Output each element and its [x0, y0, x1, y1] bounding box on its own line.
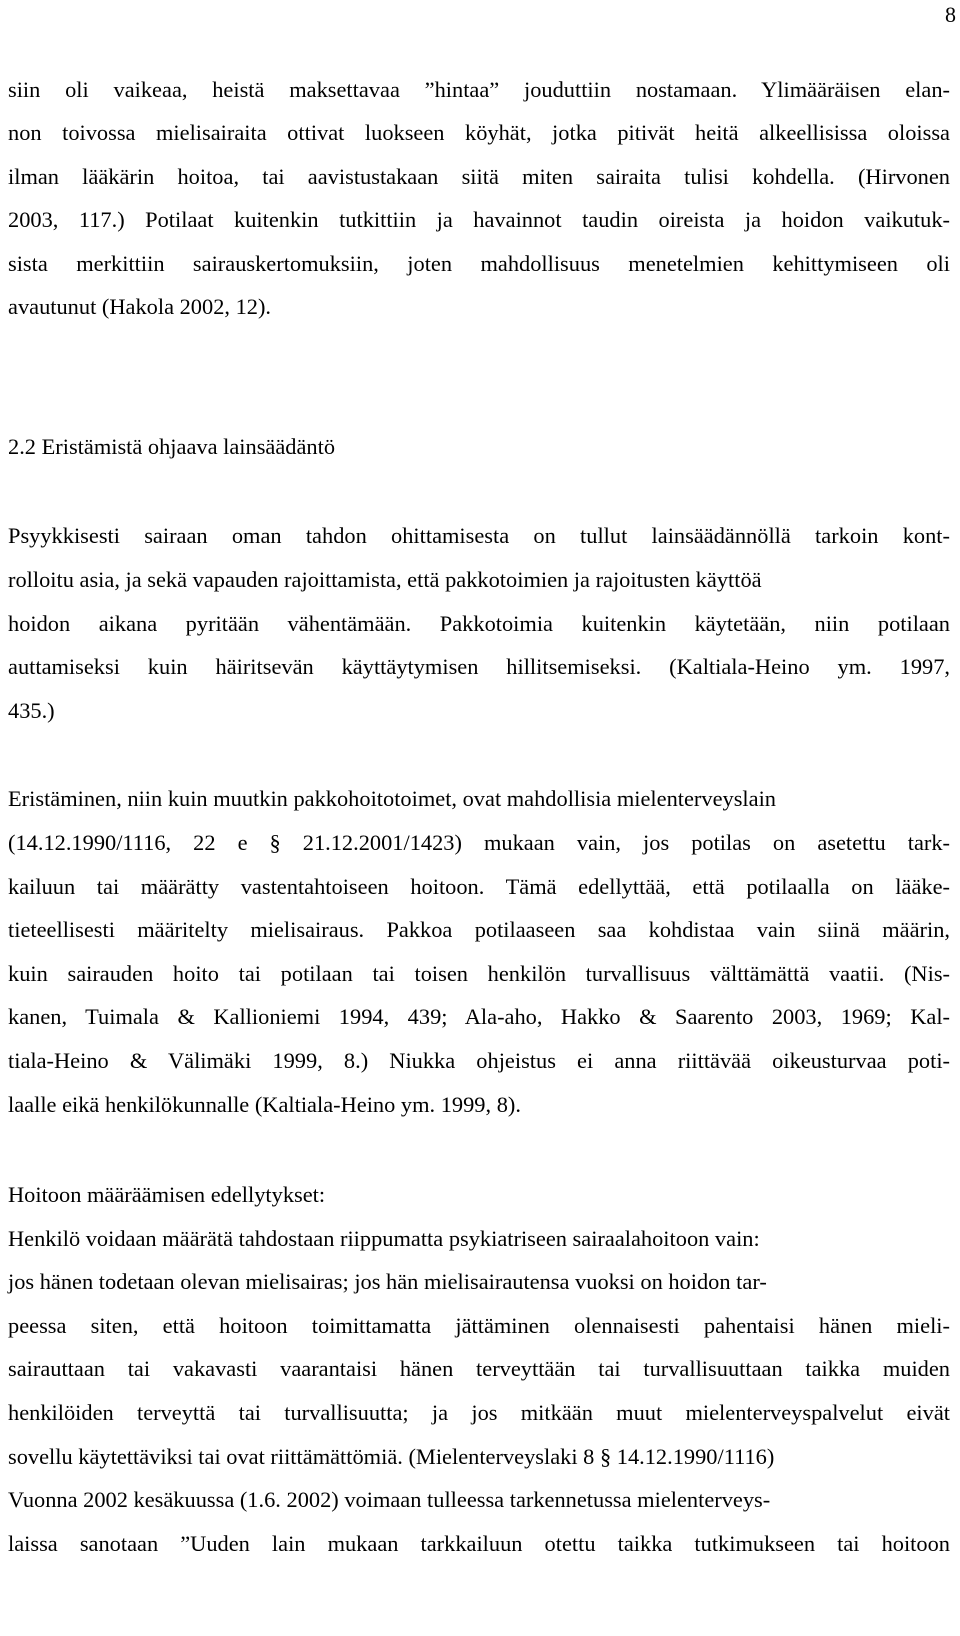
text-line: laalle eikä henkilökunnalle (Kaltiala-Heino ym. 1999, 8). — [8, 1092, 521, 1117]
text-line: henkilöiden terveyttä tai turvallisuutta; ja jos mitkään muut mielenterveyspalvelut eivät — [8, 1400, 950, 1425]
text-line: non toivossa mielisairaita ottivat luokseen köyhät, jotka pitivät heitä alkeellisissa oloissa — [8, 120, 950, 145]
text-line: Henkilö voidaan määrätä tahdostaan riippumatta psykiatriseen sairaalahoitoon vain: — [8, 1226, 760, 1251]
text-line: ilman lääkärin hoitoa, tai aavistustakaan siitä miten sairaita tulisi kohdella. (Hirvonen — [8, 164, 950, 189]
subheading: Hoitoon määräämisen edellytykset: — [8, 1182, 326, 1207]
text-line: avautunut (Hakola 2002, 12). — [8, 294, 272, 319]
text-line: siin oli vaikeaa, heistä maksettavaa ”hintaa” jouduttiin nostamaan. Ylimääräisen elan- — [8, 77, 950, 102]
text-line: sovellu käytettäviksi tai ovat riittämättömiä. (Mielenterveyslaki 8 § 14.12.1990/1116) — [8, 1444, 775, 1469]
text-line: 2003, 117.) Potilaat kuitenkin tutkittiin ja havainnot taudin oireista ja hoidon vaikutuk- — [8, 207, 950, 232]
text-line: sairauttaan tai vakavasti vaarantaisi hänen terveyttään tai turvallisuuttaan taikka muiden — [8, 1356, 950, 1381]
section-heading: 2.2 Eristämistä ohjaava lainsäädäntö — [8, 434, 336, 459]
text-line: kailuun tai määrätty vastentahtoiseen hoitoon. Tämä edellyttää, että potilaalla on lääke- — [8, 874, 950, 899]
page-number: 8 — [945, 2, 956, 27]
text-line: tiala-Heino & Välimäki 1999, 8.) Niukka ohjeistus ei anna riittävää oikeusturvaa poti- — [8, 1048, 950, 1073]
text-line: sista merkittiin sairauskertomuksiin, joten mahdollisuus menetelmien kehittymiseen oli — [8, 251, 950, 276]
text-line: Vuonna 2002 kesäkuussa (1.6. 2002) voimaan tulleessa tarkennetussa mielenterveys- — [8, 1487, 771, 1512]
text-line: laissa sanotaan ”Uuden lain mukaan tarkkailuun otettu taikka tutkimukseen tai hoitoon — [8, 1531, 950, 1556]
text-line: Psyykkisesti sairaan oman tahdon ohittamisesta on tullut lainsäädännöllä tarkoin kont- — [8, 523, 950, 548]
text-line: peessa siten, että hoitoon toimittamatta jättäminen olennaisesti pahentaisi hänen mieli- — [8, 1313, 950, 1338]
text-line: auttamiseksi kuin häiritsevän käyttäytymisen hillitsemiseksi. (Kaltiala-Heino ym. 1997, — [8, 654, 950, 679]
text-line: jos hänen todetaan olevan mielisairas; jos hän mielisairautensa vuoksi on hoidon tar- — [8, 1269, 767, 1294]
text-line: rolloitu asia, ja sekä vapauden rajoittamista, että pakkotoimien ja rajoitusten käyttöä — [8, 567, 762, 592]
text-line: Eristäminen, niin kuin muutkin pakkohoitotoimet, ovat mahdollisia mielenterveyslain — [8, 786, 776, 811]
text-line: kuin sairauden hoito tai potilaan tai toisen henkilön turvallisuus välttämättä vaatii. (Nis- — [8, 961, 950, 986]
text-line: tieteellisesti määritelty mielisairaus. Pakkoa potilaaseen saa kohdistaa vain siinä määrin, — [8, 917, 950, 942]
text-line: 435.) — [8, 698, 55, 723]
text-line: hoidon aikana pyritään vähentämään. Pakkotoimia kuitenkin käytetään, niin potilaan — [8, 611, 950, 636]
text-line: kanen, Tuimala & Kallioniemi 1994, 439; Ala-aho, Hakko & Saarento 2003, 1969; Kal- — [8, 1004, 950, 1029]
text-line: (14.12.1990/1116, 22 e § 21.12.2001/1423) mukaan vain, jos potilas on asetettu tark- — [8, 830, 950, 855]
